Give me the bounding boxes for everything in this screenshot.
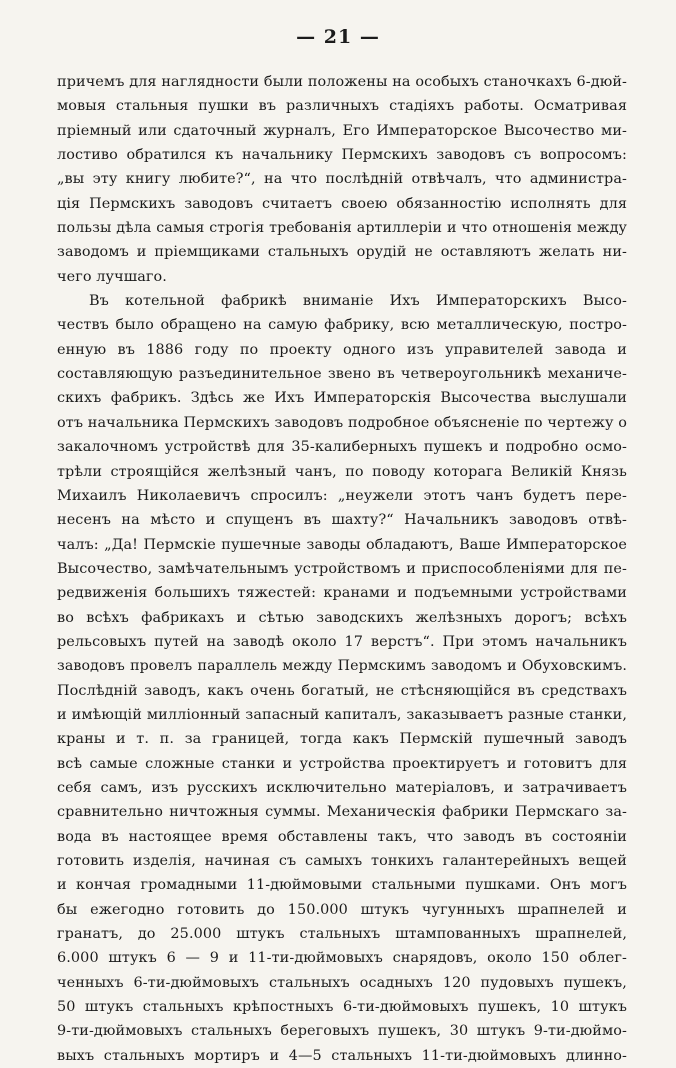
text-line: 9-ти-дюймовыхъ стальныхъ береговыхъ пушекъ, 30 штукъ 9-ти-дюймо- xyxy=(57,1023,627,1040)
text-line: отъ начальника Пермскихъ заводовъ подробное объясненіе по чертежу о xyxy=(57,414,627,431)
text-line: во всѣхъ фабрикахъ и сѣтью заводскихъ желѣзныхъ дорогъ; всѣхъ xyxy=(57,609,627,626)
text-line: ція Пермскихъ заводовъ считаетъ своею обязанностію исполнять для xyxy=(57,195,627,212)
text-line: мовыя стальныя пушки въ различныхъ стадіяхъ работы. Осматривая xyxy=(57,98,627,115)
body-text xyxy=(57,70,627,1068)
text-line: „вы эту книгу любите?“, на что послѣдній отвѣчалъ, что администра- xyxy=(57,171,627,188)
text-line: заводовъ провелъ параллель между Пермскимъ заводомъ и Обуховскимъ. xyxy=(57,658,627,675)
text-line: чествъ было обращено на самую фабрику, всю металлическую, постро- xyxy=(57,317,627,334)
text-line: составляющую разъединительное звено въ четвероугольникѣ механиче- xyxy=(57,366,627,383)
text-line: гранатъ, до 25.000 штукъ стальныхъ штампованныхъ шрапнелей, xyxy=(57,926,627,943)
text-line: выхъ стальныхъ мортиръ и 4—5 стальныхъ 11-ти-дюймовыхъ длинно- xyxy=(57,1047,627,1064)
text-line: и имѣющій милліонный запасный капиталъ, заказываетъ разные станки, xyxy=(57,706,627,723)
text-line: сравнительно ничтожныя суммы. Механическія фабрики Пермскаго за- xyxy=(57,804,627,821)
text-line: рельсовыхъ путей на заводѣ около 17 верстъ“. При этомъ начальникъ xyxy=(57,633,627,650)
text-line: бы ежегодно готовить до 150.000 штукъ чугунныхъ шрапнелей и xyxy=(57,901,627,918)
text-line: ченныхъ 6-ти-дюймовыхъ стальныхъ осадныхъ 120 пудовыхъ пушекъ, xyxy=(57,974,627,991)
text-line: трѣли строящійся желѣзный чанъ, по поводу которага Великій Князь xyxy=(57,463,627,480)
text-line: 6.000 штукъ 6 — 9 и 11-ти-дюймовыхъ снарядовъ, около 150 облег- xyxy=(57,950,627,967)
text-line: пользы дѣла самыя строгія требованія артиллеріи и что отношенія между xyxy=(57,220,627,237)
page-number: — 21 — xyxy=(296,26,380,48)
text-line: Послѣдній заводъ, какъ очень богатый, не стѣсняющійся въ средствахъ xyxy=(57,682,627,699)
text-line: готовить изделія, начиная съ самыхъ тонкихъ галантерейныхъ вещей xyxy=(57,853,627,869)
text-line: 50 штукъ стальныхъ крѣпостныхъ 6-ти-дюймовыхъ пушекъ, 10 штукъ xyxy=(57,999,627,1016)
text-line: несенъ на мѣсто и спущенъ въ шахту?“ Начальникъ заводовъ отвѣ- xyxy=(57,512,627,529)
text-line: всѣ самые сложные станки и устройства проектируетъ и готовитъ для xyxy=(57,755,627,772)
text-line: и кончая громадными 11-дюймовыми стальными пушками. Онъ могъ xyxy=(57,877,627,894)
text-line: заводомъ и пріемщиками стальныхъ орудій не оставляютъ желать ни- xyxy=(57,244,627,261)
text-line: лостиво обратился къ начальнику Пермскихъ заводовъ съ вопросомъ: xyxy=(57,147,627,164)
text-line: Въ котельной фабрикѣ вниманіе Ихъ Императорскихъ Высо- xyxy=(89,293,627,310)
text-line: пріемный или сдаточный журналъ, Его Императорское Высочество ми- xyxy=(57,122,627,139)
text-line: чалъ: „Да! Пермскіе пушечные заводы обладаютъ, Ваше Императорское xyxy=(57,536,627,553)
text-line: енную въ 1886 году по проекту одного изъ управителей завода и xyxy=(57,341,627,358)
text-line: чего лучшаго. xyxy=(57,268,167,285)
text-line: вода въ настоящее время обставлены такъ, что заводъ въ состояніи xyxy=(57,828,627,845)
text-line: краны и т. п. за границей, тогда какъ Пермскій пушечный заводъ xyxy=(57,731,627,748)
text-line: причемъ для наглядности были положены на особыхъ станочкахъ 6-дюй- xyxy=(57,74,627,90)
text-line: скихъ фабрикъ. Здѣсь же Ихъ Императорскія Высочества выслушали xyxy=(57,390,627,407)
text-line: редвиженія большихъ тяжестей: кранами и подъемными устройствами xyxy=(57,585,627,602)
text-line: Высочество, замѣчательнымъ устройствомъ и приспособленіями для пе- xyxy=(57,560,627,577)
text-line: закалочномъ устройствѣ для 35-калиберныхъ пушекъ и подробно осмо- xyxy=(57,439,627,456)
text-line: себя самъ, изъ русскихъ исключительно матеріаловъ, и затрачиваетъ xyxy=(57,779,627,796)
text-line: Михаилъ Николаевичъ спросилъ: „неужели этотъ чанъ будетъ пере- xyxy=(57,487,627,504)
